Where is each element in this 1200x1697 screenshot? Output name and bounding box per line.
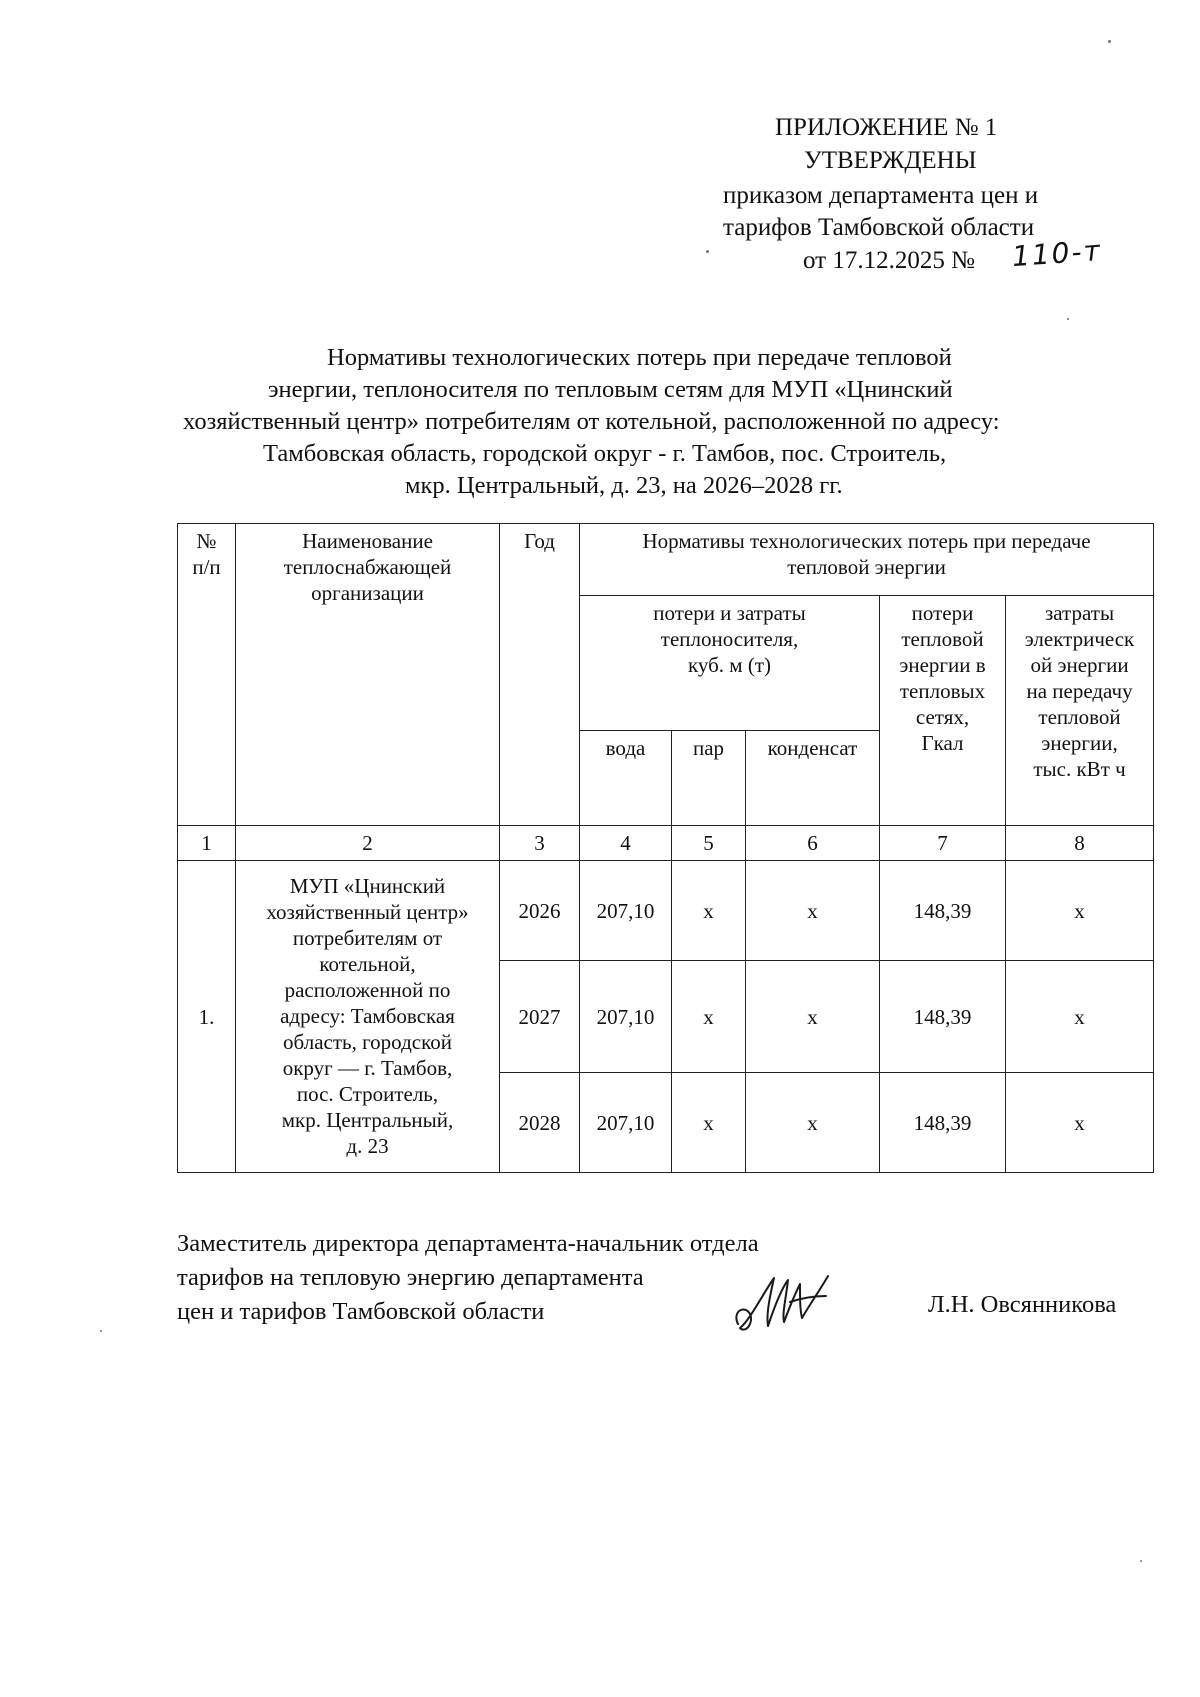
cell-water: 207,10: [580, 961, 672, 1073]
header-condensate: конденсат: [746, 731, 880, 826]
cell-electricity: х: [1006, 861, 1154, 961]
header-coolant: [580, 596, 880, 731]
header-electricity: [1006, 596, 1154, 826]
order-line-2: тарифов Тамбовской области: [723, 214, 1035, 241]
row-org-line: пос. Строитель,: [296, 1081, 439, 1106]
header-elec-line: энергии,: [1041, 731, 1118, 755]
document-title: [0, 342, 1200, 522]
row-org-line: котельной,: [319, 951, 416, 976]
cell-heat: 148,39: [880, 861, 1006, 961]
title-line-1: Нормативы технологических потерь при передаче тепловой: [327, 344, 952, 371]
title-line-5: мкр. Центральный, д. 23, на 2026–2028 гг.: [405, 472, 843, 499]
header-water: вода: [580, 731, 672, 826]
cell-water: 207,10: [580, 1073, 672, 1173]
column-number: 8: [1006, 826, 1154, 861]
scan-speck: [100, 1330, 102, 1332]
column-number: 5: [672, 826, 746, 861]
row-org-line: округ — г. Тамбов,: [282, 1055, 453, 1080]
order-line-1: приказом департамента цен и: [723, 182, 1039, 209]
cell-water: 207,10: [580, 861, 672, 961]
row-org-line: адресу: Тамбовская: [280, 1003, 455, 1028]
order-number-handwritten: 110-т: [1010, 233, 1103, 274]
header-heat-line: тепловой: [901, 627, 984, 651]
title-line-2: энергии, теплоносителя по тепловым сетям для МУП «Цнинский: [268, 376, 953, 403]
scan-speck: [1067, 318, 1069, 320]
scan-speck: [1108, 40, 1111, 43]
title-line-4: Тамбовская область, городской округ - г. Тамбов, пос. Строитель,: [263, 440, 947, 467]
norms-table: [177, 523, 1154, 1173]
table-row: [178, 861, 1154, 961]
header-norms: [580, 524, 1154, 596]
header-coolant-line: куб. м (т): [687, 653, 771, 677]
cell-heat: 148,39: [880, 961, 1006, 1073]
header-org-line: теплоснабжающей: [283, 555, 452, 579]
column-numbers-row: [178, 826, 1154, 861]
header-elec-line: на передачу: [1026, 679, 1133, 703]
column-number: 3: [500, 826, 580, 861]
approval-block: [0, 0, 1200, 280]
row-org-line: область, городской: [283, 1029, 452, 1054]
header-heat-losses: [880, 596, 1006, 826]
header-num-line: п/п: [192, 555, 221, 579]
header-elec-line: тепловой: [1038, 705, 1121, 729]
header-norms-line: Нормативы технологических потерь при передаче: [642, 529, 1091, 553]
header-num-line: №: [196, 529, 217, 553]
order-date: от 17.12.2025 №: [803, 247, 975, 274]
header-heat-line: Гкал: [921, 731, 964, 755]
cell-condensate: х: [746, 1073, 880, 1173]
cell-electricity: х: [1006, 961, 1154, 1073]
header-num: [178, 524, 236, 826]
header-coolant-line: потери и затраты: [653, 601, 806, 625]
header-steam: пар: [672, 731, 746, 826]
scan-speck: [1140, 1560, 1142, 1562]
cell-electricity: х: [1006, 1073, 1154, 1173]
column-number: 4: [580, 826, 672, 861]
header-heat-line: сетях,: [915, 705, 970, 729]
header-elec-line: электрическ: [1024, 627, 1135, 651]
handwritten-signature: [730, 1262, 840, 1342]
row-org: [236, 861, 500, 1173]
position-line-1: Заместитель директора департамента-начальник отдела: [177, 1230, 759, 1257]
header-heat-line: потери: [911, 601, 974, 625]
row-org-line: потребителям от: [292, 925, 443, 950]
header-org: [236, 524, 500, 826]
title-line-3: хозяйственный центр» потребителям от котельной, расположенной по адресу:: [183, 408, 1000, 435]
cell-steam: х: [672, 861, 746, 961]
header-heat-line: тепловых: [899, 679, 986, 703]
header-year: Год: [500, 524, 580, 826]
header-elec-line: затраты: [1044, 601, 1115, 625]
header-org-line: Наименование: [302, 529, 433, 553]
cell-condensate: х: [746, 861, 880, 961]
cell-year: 2028: [500, 1073, 580, 1173]
row-org-line: хозяйственный центр»: [266, 899, 469, 924]
cell-year: 2027: [500, 961, 580, 1073]
cell-condensate: х: [746, 961, 880, 1073]
row-org-line: МУП «Цнинский: [289, 873, 446, 898]
column-number: 7: [880, 826, 1006, 861]
position-line-3: цен и тарифов Тамбовской области: [177, 1298, 545, 1325]
header-coolant-line: теплоносителя,: [660, 627, 799, 651]
cell-heat: 148,39: [880, 1073, 1006, 1173]
row-org-line: д. 23: [346, 1133, 389, 1158]
appendix-label: ПРИЛОЖЕНИЕ № 1: [775, 114, 998, 141]
row-num: 1.: [178, 861, 236, 1173]
header-elec-line: тыс. кВт ч: [1033, 757, 1126, 781]
position-line-2: тарифов на тепловую энергию департамента: [177, 1264, 644, 1291]
header-heat-line: энергии в: [899, 653, 986, 677]
signature-position: [177, 1227, 759, 1329]
cell-steam: х: [672, 1073, 746, 1173]
row-org-line: мкр. Центральный,: [281, 1107, 454, 1132]
cell-steam: х: [672, 961, 746, 1073]
approved-label: УТВЕРЖДЕНЫ: [804, 147, 977, 174]
cell-year: 2026: [500, 861, 580, 961]
header-elec-line: ой энергии: [1030, 653, 1129, 677]
column-number: 1: [178, 826, 236, 861]
header-norms-line: тепловой энергии: [787, 555, 946, 579]
signer-name: Л.Н. Овсянникова: [928, 1291, 1117, 1318]
scan-speck: [706, 250, 709, 253]
header-org-line: организации: [311, 581, 424, 605]
column-number: 2: [236, 826, 500, 861]
row-org-line: расположенной по: [284, 977, 451, 1002]
column-number: 6: [746, 826, 880, 861]
